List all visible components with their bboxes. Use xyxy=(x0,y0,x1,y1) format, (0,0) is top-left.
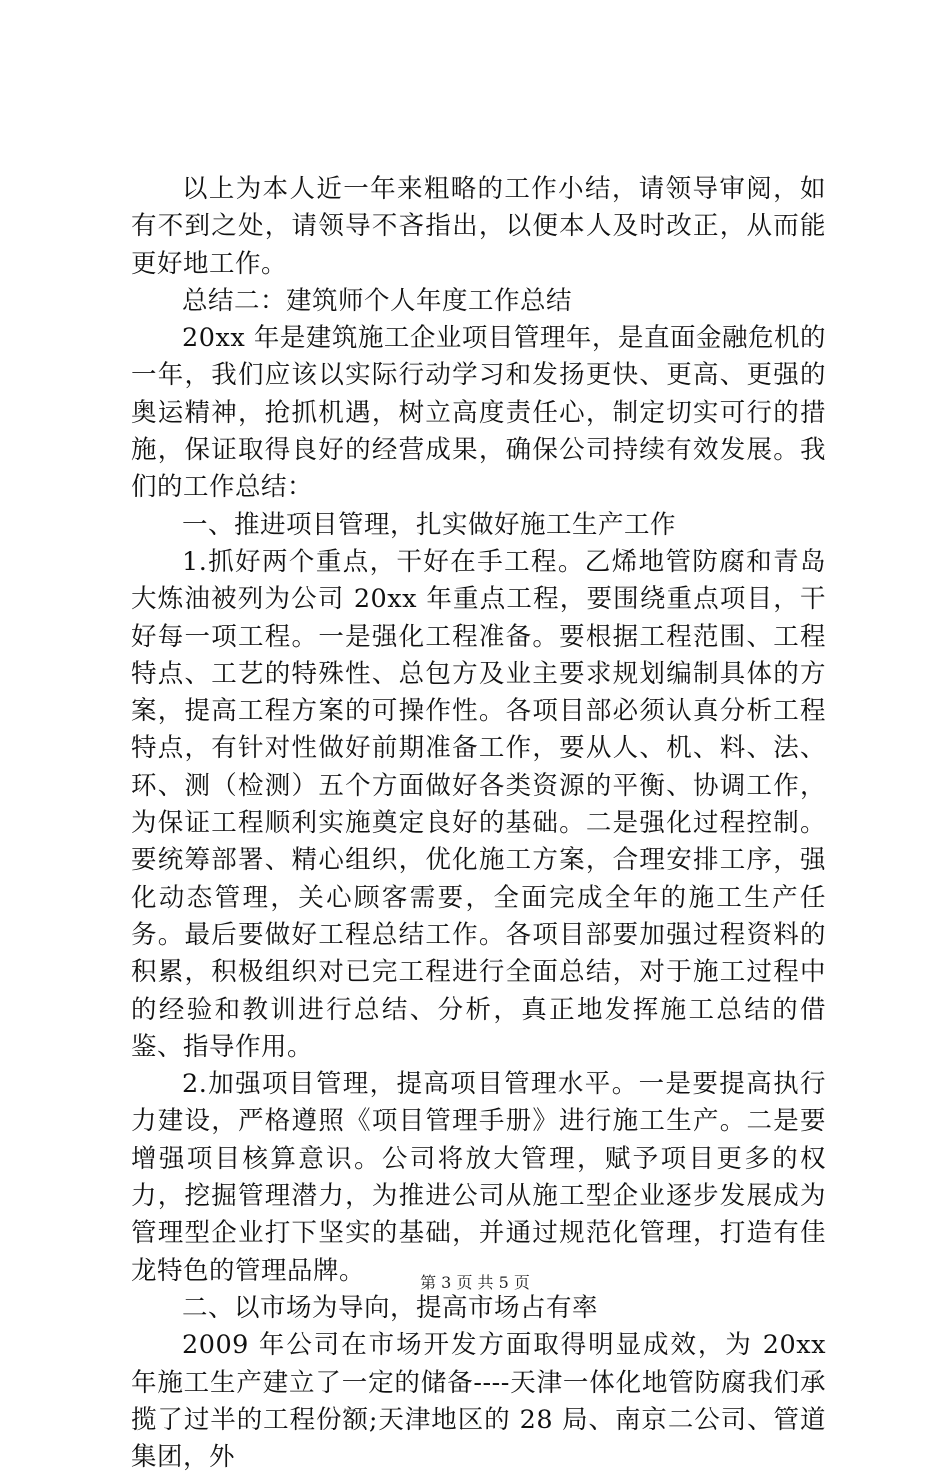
paragraph-closing-remarks: 以上为本人近一年来粗略的工作小结，请领导审阅，如有不到之处，请领导不吝指出，以便本人及时改正，从而能更好地工作。 xyxy=(131,174,826,279)
paragraph-intro: 20xx 年是建筑施工企业项目管理年，是直面金融危机的一年，我们应该以实际行动学习和发扬更快、更高、更强的奥运精神，抢抓机遇，树立高度责任心，制定切实可行的措施，保证取得良好的经营成果，确保公司持续有效发展。我们的工作总结： xyxy=(131,323,826,503)
heading-section-one: 一、推进项目管理，扎实做好施工生产工作 xyxy=(182,509,677,540)
paragraph-market: 2009 年公司在市场开发方面取得明显成效，为 20xx 年施工生产建立了一定的储备----天津一体化地管防腐我们承揽了过半的工程份额;天津地区的 28 局、南京二公司、管道集团，外 xyxy=(131,1330,826,1473)
paragraph-item-two: 2.加强项目管理，提高项目管理水平。一是要提高执行力建设，严格遵照《项目管理手册》进行施工生产。二是要增强项目核算意识。公司将放大管理，赋予项目更多的权力，挖掘管理潜力，为推进公司从施工型企业逐步发展成为管理型企业打下坚实的基础，并通过规范化管理，打造有佳龙特色的管理品牌。 xyxy=(131,1069,826,1286)
paragraph-item-one: 1.抓好两个重点，干好在手工程。乙烯地管防腐和青岛大炼油被列为公司 20xx 年重点工程，要围绕重点项目，干好每一项工程。一是强化工程准备。要根据工程范围、工程特点、工艺的特殊性、总包方及业主要求规划编制具体的方案，提高工程方案的可操作性。各项目部必须认真分析工程特点，有针对性做好前期准备工作，要从人、机、料、法、环、测（检测）五个方面做好各类资源的平衡、协调工作，为保证工程顺利实施奠定良好的基础。二是强化过程控制。要统筹部署、精心组织，优化施工方案，合理安排工序，强化动态管理，关心顾客需要，全面完成全年的施工生产任务。最后要做好工程总结工作。各项目部要加强过程资料的积累，积极组织对已完工程进行全面总结，对于施工过程中的经验和教训进行总结、分析，真正地发挥施工总结的借鉴、指导作用。 xyxy=(131,546,826,1062)
section-title-summary-two: 总结二：建筑师个人年度工作总结 xyxy=(182,285,573,316)
heading-section-two: 二、以市场为导向，提高市场占有率 xyxy=(182,1292,599,1323)
page-number-footer: 第 3 页 共 5 页 xyxy=(420,1273,530,1292)
